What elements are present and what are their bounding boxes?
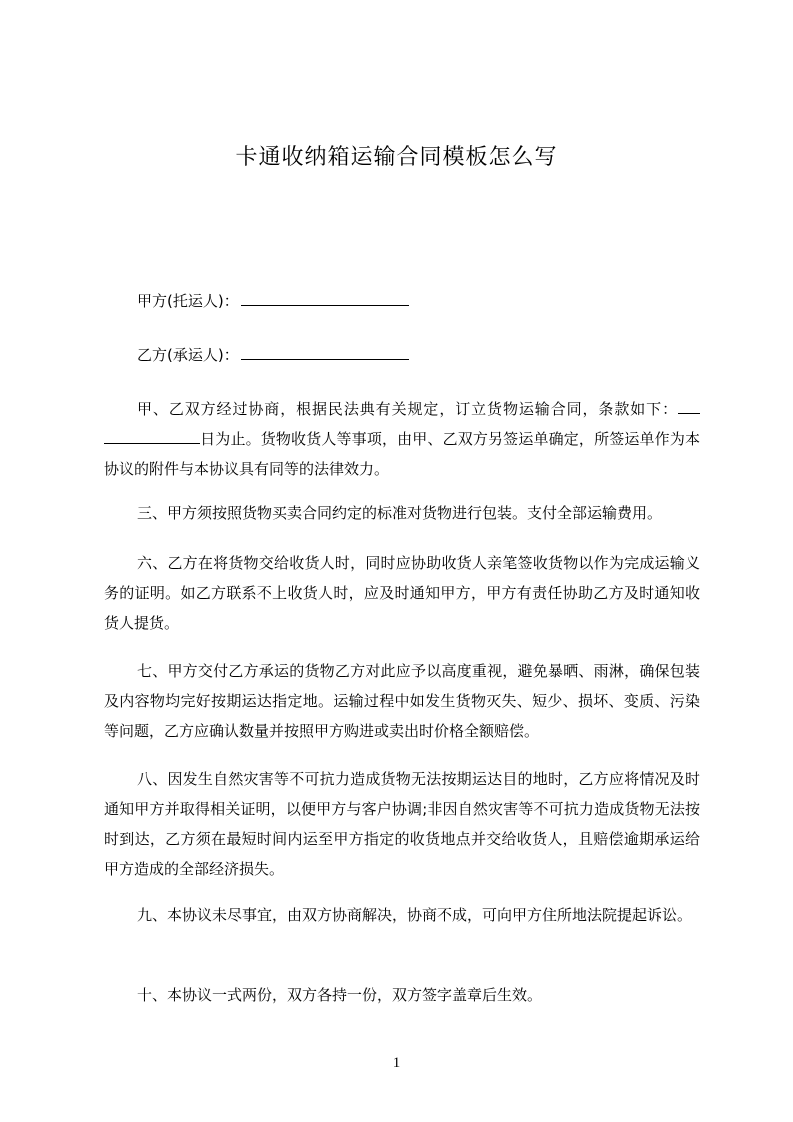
intro-paragraph <box>104 394 700 484</box>
intro-text-part2: 日为止。货物收货人等事项，由甲、乙双方另签运单确定，所签运单作为本协议的附件与本协议具有同等的法律效力。 <box>104 430 700 478</box>
intro-blank-line-2 <box>104 429 200 444</box>
clause-8-paragraph: 八、因发生自然灾害等不可抗力造成货物无法按期运达目的地时，乙方应将情况及时通知甲方并取得相关证明，以便甲方与客户协调;非因自然灾害等不可抗力造成货物无法按时到达，乙方须在最短时间内运至甲方指定的收货地点并交给收货人，且赔偿逾期承运给甲方造成的全部经济损失。 <box>104 770 700 878</box>
clause-10-paragraph: 十、本协议一式两份，双方各持一份，双方签字盖章后生效。 <box>137 986 543 1004</box>
clause-6-paragraph: 六、乙方在将货物交给收货人时，同时应协助收货人亲笔签收货物以作为完成运输义务的证明。如乙方联系不上收货人时，应及时通知甲方，甲方有责任协助乙方及时通知收货人提货。 <box>104 554 700 632</box>
clause-3-paragraph: 三、甲方须按照货物买卖合同约定的标准对货物进行包装。支付全部运输费用。 <box>137 504 663 522</box>
party-a-field <box>137 291 409 311</box>
clause-9-paragraph: 九、本协议未尽事宜，由双方协商解决，协商不成，可向甲方住所地法院提起诉讼。 <box>137 906 693 924</box>
party-b-blank-line <box>241 345 409 360</box>
party-a-blank-line <box>241 291 409 306</box>
party-b-label: 乙方(承运人)： <box>137 346 239 364</box>
page-number: 1 <box>392 1055 401 1071</box>
clause-7-paragraph: 七、甲方交付乙方承运的货物乙方对此应予以高度重视，避免暴晒、雨淋，确保包装及内容物均完好按期运达指定地。运输过程中如发生货物灭失、短少、损坏、变质、污染等问题，乙方应确认数量并按照甲方购进或卖出时价格全额赔偿。 <box>104 662 700 740</box>
party-b-field <box>137 345 409 365</box>
document-title: 卡通收纳箱运输合同模板怎么写 <box>235 145 558 170</box>
party-a-label: 甲方(托运人)： <box>137 292 239 310</box>
intro-blank-line-1 <box>678 399 700 414</box>
intro-text-part1: 甲、乙双方经过协商，根据民法典有关规定，订立货物运输合同，条款如下： <box>137 400 678 418</box>
